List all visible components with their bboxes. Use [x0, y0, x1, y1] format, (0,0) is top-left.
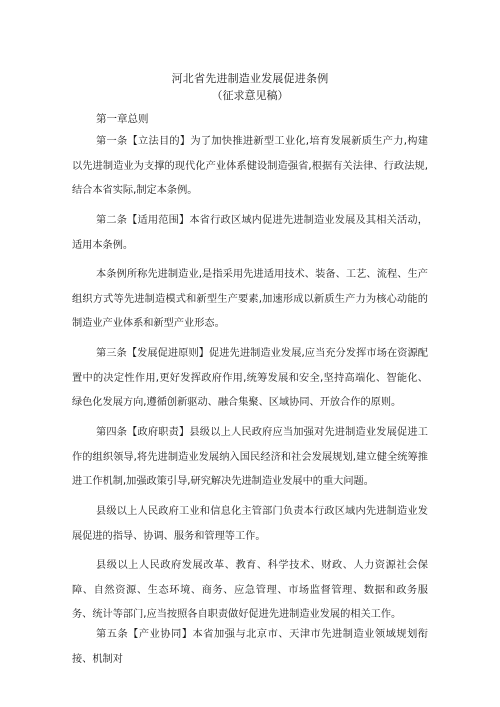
paragraph-article-4-clause-3: 县级以上人民政府发展改革、教育、科学技术、财政、人力资源社会保障、自然资源、生态环境、商务、应急管理、市场监督管理、数据和政务服务、统计等部门,应当按照各自职责做好促进先进制造业发展的相关工作。	[72, 560, 428, 620]
paragraph-article-3: 第三条【发展促进原则】促进先进制造业发展,应当充分发挥市场在资源配置中的决定性作用,更好发挥政府作用,统筹发展和安全,坚持高端化、智能化、绿色化发展方向,遵循创新驱动、融合集聚、区域协同、开放合作的原则。	[72, 348, 428, 408]
paragraph-article-4: 第四条【政府职责】县级以上人民政府应当加强对先进制造业发展促进工作的组织领导,将先进制造业发展纳入国民经济和社会发展规划,建立健全统筹推进工作机制,加强政策引导,研究解决先进制造业发展中的重大问题。	[72, 427, 428, 487]
paragraph-definition: 本条例所称先进制造业,是指采用先进适用技术、装备、工艺、流程、生产组织方式等先进制造模式和新型生产要素,加速形成以新质生产力为核心动能的制造业产业体系和新型产业形态。	[72, 269, 428, 329]
paragraph-article-1: 第一条【立法目的】为了加快推进新型工业化,培育发展新质生产力,构建以先进制造业为支撑的现代化产业体系健设制造强省,根据有关法律、行政法规,结合本省实际,制定本条例。	[72, 136, 428, 196]
paragraph-article-2: 第二条【适用范围】本省行政区域内促进先进制造业发展及其相关活动，适用本条例。	[72, 215, 428, 251]
paragraph-article-4-clause-2: 县级以上人民政府工业和信息化主管部门负责本行政区域内先进制造业发展促进的指导、协调、服务和管理等工作。	[72, 506, 428, 542]
document-title: 河北省先进制造业发展促进条例	[171, 72, 329, 85]
chapter-heading: 第一章总则	[96, 113, 149, 125]
document-subtitle: （征求意见稿）	[211, 89, 289, 102]
paragraph-article-5: 第五条【产业协同】本省加强与北京市、天津市先进制造业领域规划衔接、机制对	[72, 629, 428, 665]
